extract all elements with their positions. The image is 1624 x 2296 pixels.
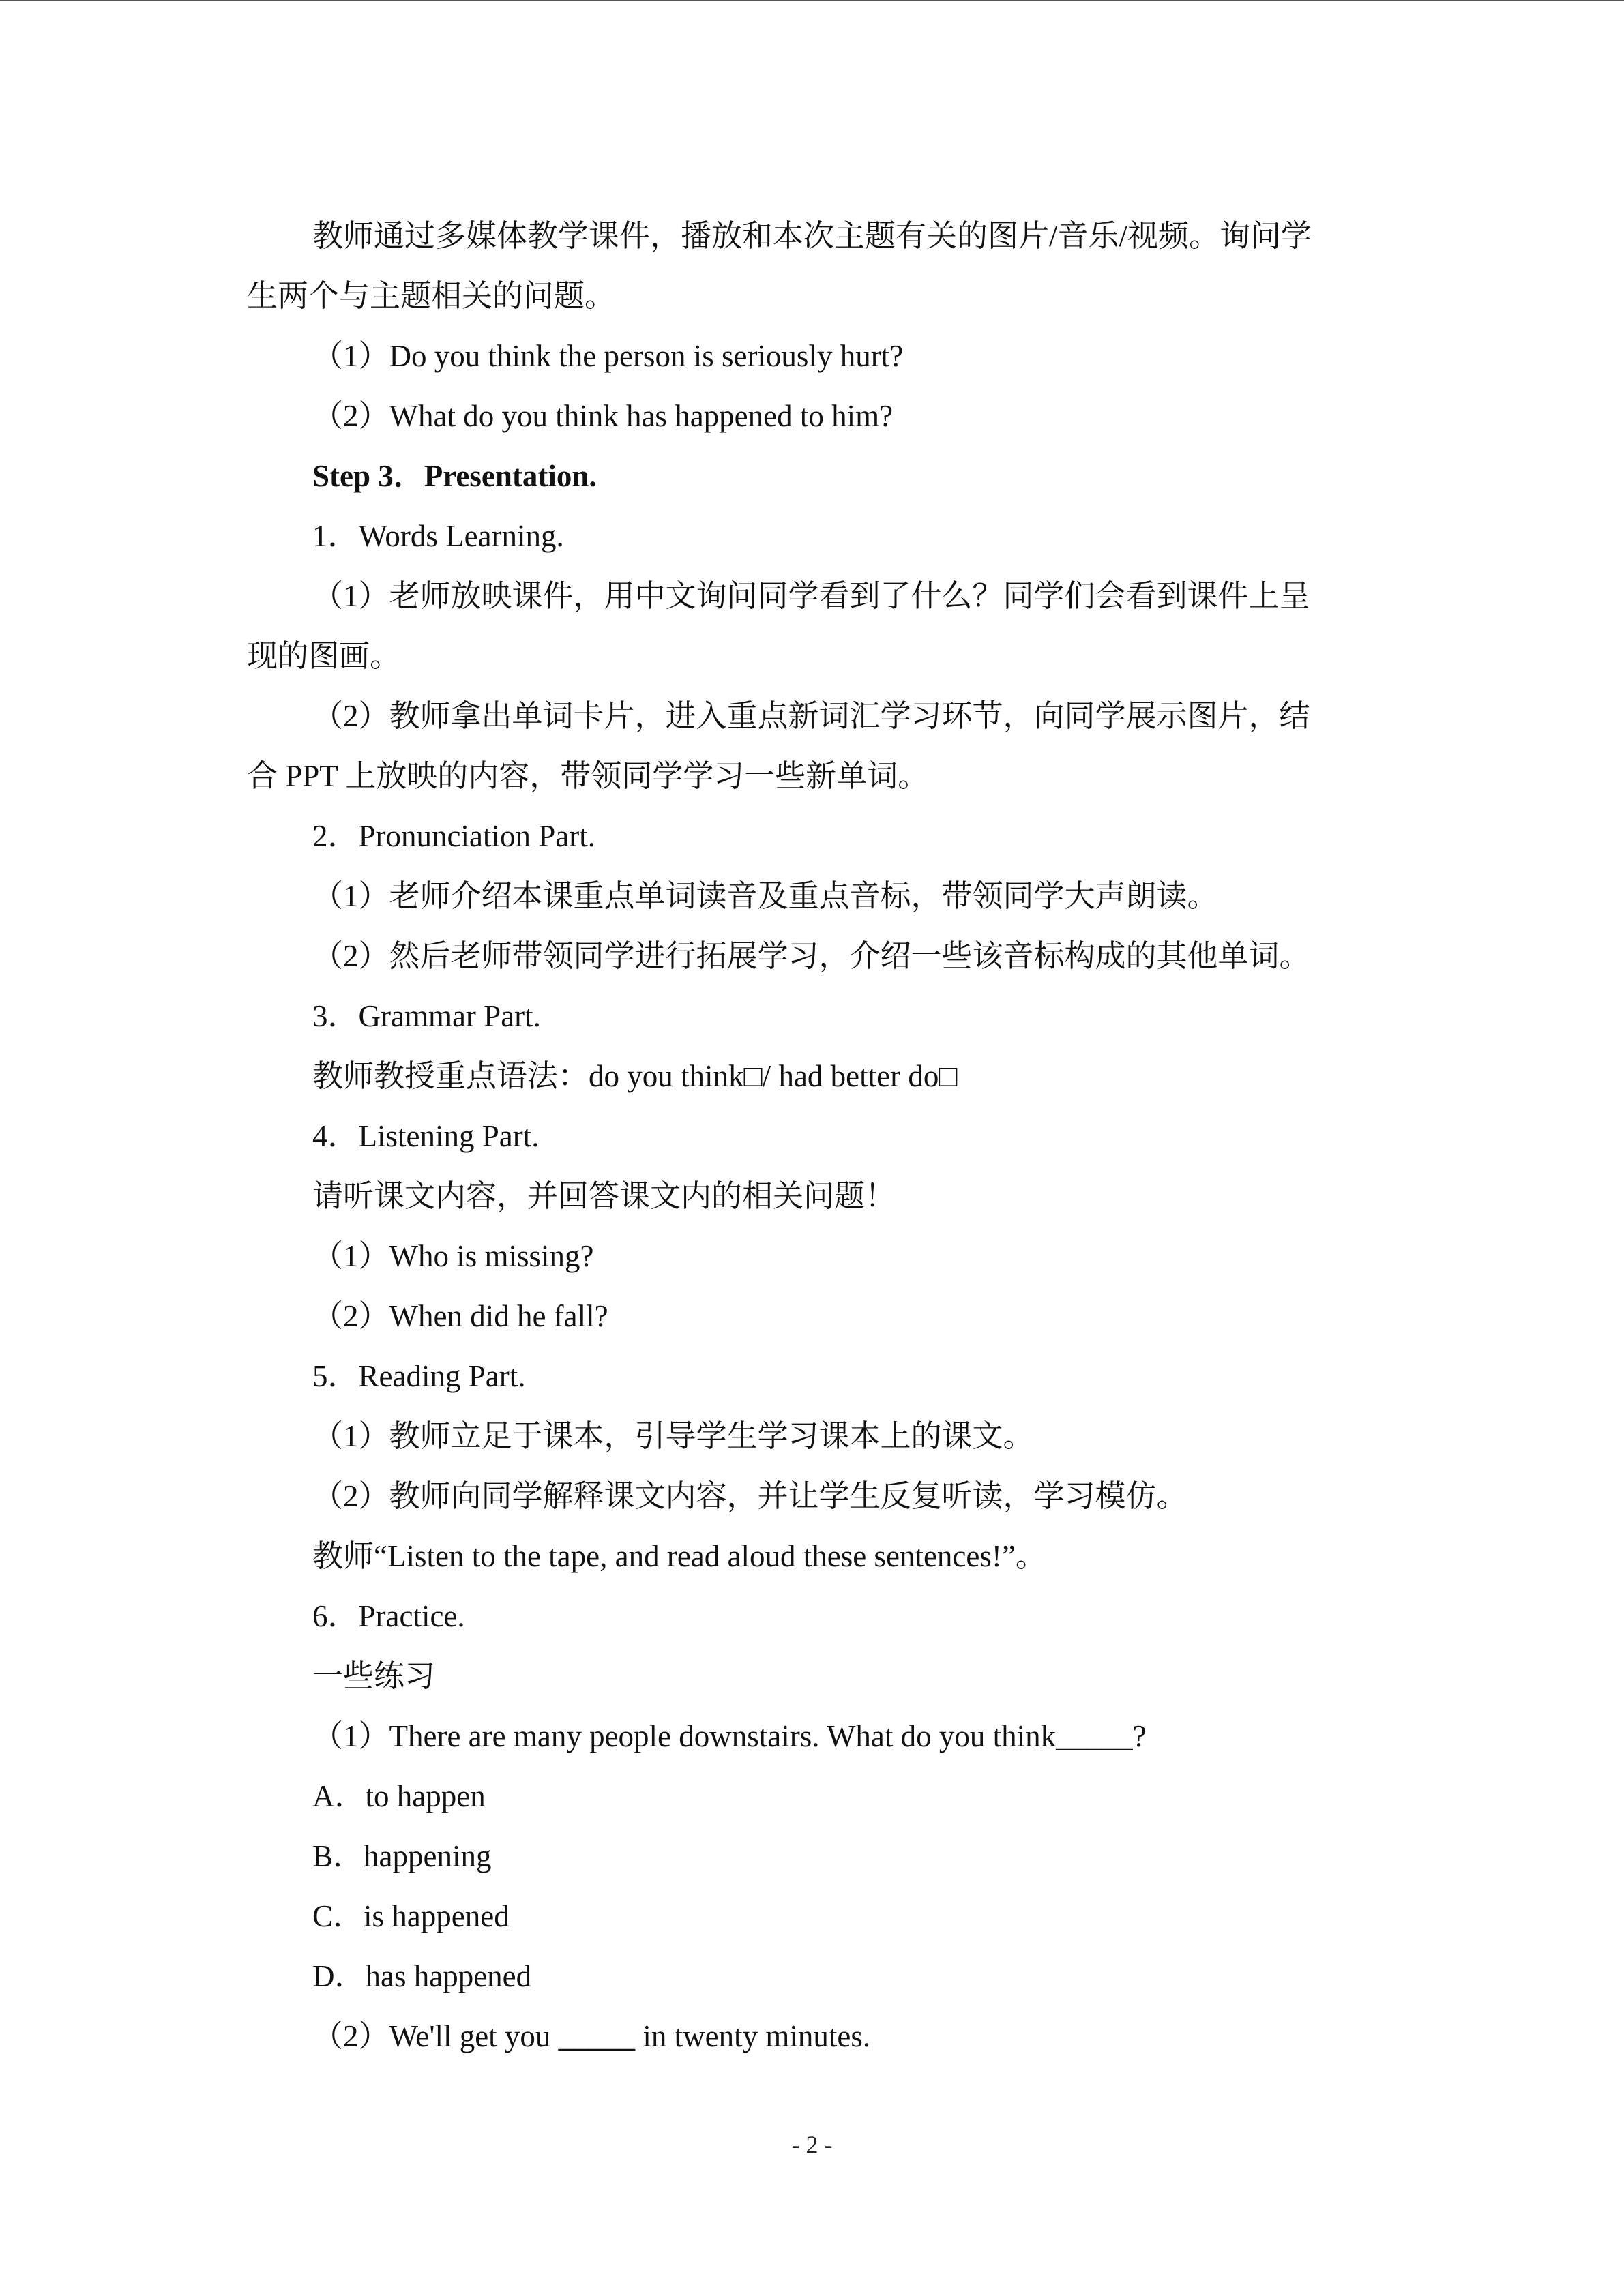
page-body	[247, 206, 1379, 2066]
reading-quote: 教师“Listen to the tape, and read aloud these sentences!”。	[312, 1539, 1046, 1573]
option-b: B．happening	[312, 1839, 492, 1873]
grammar-text: 教师教授重点语法：do you think□/ had better do□	[312, 1059, 958, 1093]
question-1: （1）Do you think the person is seriously hurt?	[312, 339, 904, 373]
paragraph-intro-line2: 生两个与主题相关的问题。	[247, 279, 616, 313]
pronunciation-item-1: （1）老师介绍本课重点单词读音及重点音标，带领同学大声朗读。	[312, 879, 1218, 913]
listening-question-1: （1）Who is missing?	[312, 1239, 594, 1273]
practice-intro: 一些练习	[312, 1659, 436, 1693]
section-practice: 6．Practice.	[312, 1599, 465, 1633]
listening-question-2: （2）When did he fall?	[312, 1299, 608, 1333]
option-d: D．has happened	[312, 1959, 532, 1993]
paragraph-intro-line1: 教师通过多媒体教学课件，播放和本次主题有关的图片/音乐/视频。询问学	[312, 219, 1312, 253]
listening-instruction: 请听课文内容，并回答课文内的相关问题！	[312, 1179, 896, 1213]
option-c: C．is happened	[312, 1899, 510, 1933]
practice-question-2: （2）We'll get you _____ in twenty minutes.	[312, 2019, 871, 2053]
reading-item-2: （2）教师向同学解释课文内容，并让学生反复听读，学习模仿。	[312, 1479, 1187, 1513]
pronunciation-item-2: （2）然后老师带领同学进行拓展学习，介绍一些该音标构成的其他单词。	[312, 939, 1310, 973]
words-item-1-line2: 现的图画。	[247, 639, 401, 673]
step-3-heading: Step 3．Presentation.	[312, 459, 597, 493]
page-number: - 2 -	[791, 2131, 833, 2158]
reading-item-1: （1）教师立足于课本，引导学生学习课本上的课文。	[312, 1419, 1034, 1453]
question-2: （2）What do you think has happened to him?	[312, 399, 894, 433]
option-a: A．to happen	[312, 1779, 486, 1813]
section-grammar: 3．Grammar Part.	[312, 999, 541, 1033]
practice-question-1: （1）There are many people downstairs. What do you think_____?	[312, 1719, 1147, 1753]
words-item-2-line1: （2）教师拿出单词卡片，进入重点新词汇学习环节，向同学展示图片，结	[312, 699, 1310, 733]
words-item-2-line2: 合 PPT 上放映的内容，带领同学学习一些新单词。	[247, 759, 929, 793]
section-listening: 4．Listening Part.	[312, 1119, 540, 1153]
section-pronunciation: 2．Pronunciation Part.	[312, 819, 595, 853]
words-item-1-line1: （1）老师放映课件，用中文询问同学看到了什么？同学们会看到课件上呈	[312, 579, 1310, 613]
section-reading: 5．Reading Part.	[312, 1359, 526, 1393]
section-words-learning: 1．Words Learning.	[312, 519, 564, 553]
